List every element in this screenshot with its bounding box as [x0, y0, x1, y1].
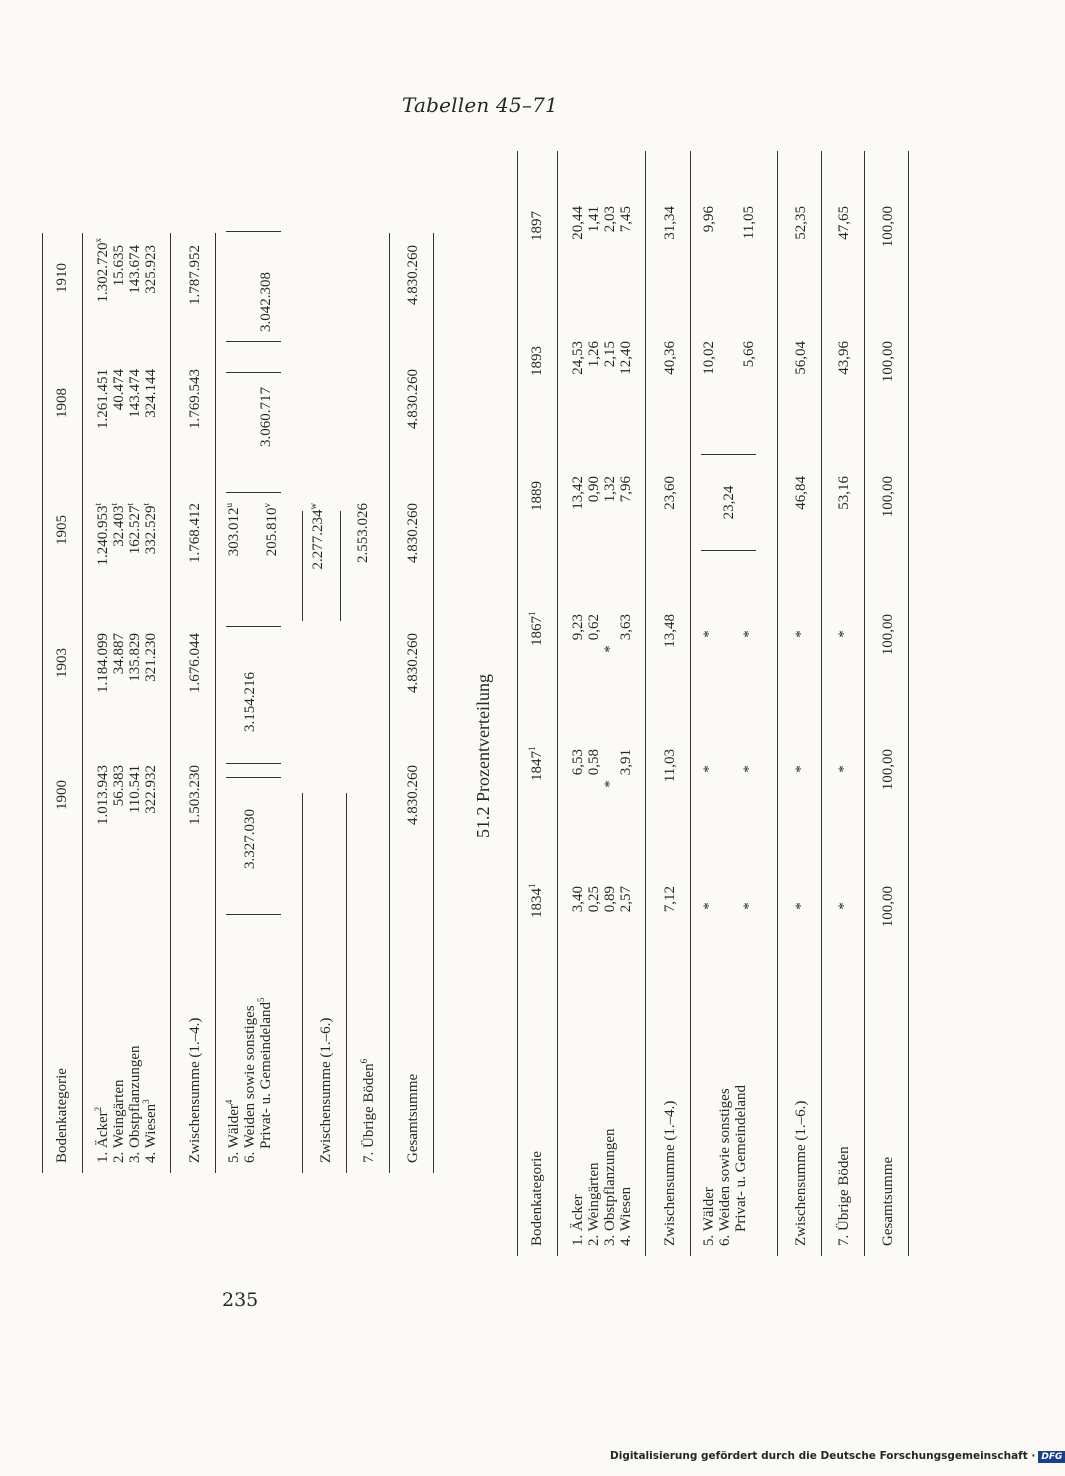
column-header-1905: 1905 — [54, 515, 70, 545]
row-label-weingaerten: 2. Weingärten — [586, 1162, 602, 1246]
cell-1910-aecker: 1.302.720$^x$ — [93, 238, 111, 303]
table2-bottom-rule — [908, 151, 909, 1256]
row-label-uebrige-boeden: 7. Übrige Böden$^6$ — [359, 1058, 377, 1163]
column-header-1910: 1910 — [54, 263, 70, 293]
column-header-1908: 1908 — [54, 388, 70, 418]
cell-1893-uebrige: 43,96 — [836, 341, 852, 375]
row-label-wiesen: 4. Wiesen$^3$ — [141, 1099, 159, 1163]
row-label-waelder: 5. Wälder$^4$ — [224, 1099, 242, 1163]
table-percentage-distribution — [473, 148, 955, 1256]
cell-1889-wiesen: 7,96 — [618, 476, 634, 503]
table-bottom-rule — [433, 233, 434, 1173]
cell-1847-aecker: 6,53 — [570, 749, 586, 776]
cell-1834-obst: 0,89 — [602, 886, 618, 913]
cell-1908-waelder-weiden: 3.060.717 — [258, 387, 274, 447]
cell-1834-wiesen: 2,57 — [618, 886, 634, 913]
rule-1905-after-zs16 — [340, 511, 341, 621]
row-label-zwischensumme-1-6: Zwischensumme (1.–6.) — [318, 1017, 334, 1163]
cell-1897-waelder: 9,96 — [701, 206, 717, 233]
cell-1905-zs14: 1.768.412 — [187, 503, 203, 563]
row-label-weiden: 6. Weiden sowie sonstiges — [717, 1088, 733, 1246]
header-rule — [82, 233, 83, 1173]
cell-1900-obst: 110.541 — [127, 765, 143, 814]
cell-1867-obst: * — [602, 645, 618, 653]
cell-1905-zs16: 2.277.234$^w$ — [308, 503, 326, 570]
column-header-1834: 1834$^1$ — [527, 883, 545, 918]
row-label-waelder: 5. Wälder — [701, 1187, 717, 1246]
table2-rule-before-zs16 — [777, 151, 778, 1256]
cell-1834-gesamt: 100,00 — [880, 886, 896, 928]
table2-header-rule — [557, 151, 558, 1256]
cell-1897-weingaerten: 1,41 — [586, 206, 602, 233]
row-label-zwischensumme-1-6: Zwischensumme (1.–6.) — [793, 1100, 809, 1246]
cell-1897-wiesen: 7,45 — [618, 206, 634, 233]
column-header-1867: 1867$^1$ — [527, 611, 545, 646]
row-label-aecker: 1. Äcker — [570, 1194, 586, 1246]
dfg-logo: DFG — [1038, 1451, 1065, 1463]
cell-1908-weingaerten: 40.474 — [111, 369, 127, 411]
row-label-wiesen: 4. Wiesen — [618, 1186, 634, 1246]
page-header-reference: Tabellen 45–71 — [402, 93, 558, 117]
cell-1900-weingaerten: 56.383 — [111, 765, 127, 807]
row-label-zwischensumme-1-4: Zwischensumme (1.–4.) — [187, 1017, 203, 1163]
cell-1897-gesamt: 100,00 — [880, 206, 896, 248]
cell-1910-zs14: 1.787.952 — [187, 245, 203, 305]
cell-1834-zs14: 7,12 — [662, 886, 678, 913]
cell-1867-weiden: * — [741, 630, 757, 638]
rule-before-gesamtsumme — [389, 233, 390, 1173]
cell-1834-weiden: * — [741, 902, 757, 910]
column-header-1893: 1893 — [529, 346, 545, 376]
cell-1893-zs14: 40,36 — [662, 341, 678, 375]
cell-1834-uebrige: * — [836, 902, 852, 910]
cell-1893-weiden: 5,66 — [741, 341, 757, 368]
cell-1893-zs16: 56,04 — [793, 341, 809, 375]
cell-1889-zs16: 46,84 — [793, 476, 809, 510]
cell-1889-uebrige: 53,16 — [836, 476, 852, 510]
table2-rule-after-rows-1-4 — [645, 151, 646, 1256]
cell-1889-zs14: 23,60 — [662, 476, 678, 510]
cell-1910-gesamt: 4.830.260 — [405, 245, 421, 305]
row-label-gesamtsumme: Gesamtsumme — [405, 1073, 421, 1163]
cell-1893-gesamt: 100,00 — [880, 341, 896, 383]
cell-1867-uebrige: * — [836, 630, 852, 638]
cell-1905-uebrige: 2.553.026 — [355, 503, 371, 563]
row-label-obstpflanzungen: 3. Obstpflanzungen — [127, 1045, 143, 1163]
cell-1867-aecker: 9,23 — [570, 614, 586, 641]
row-label-aecker: 1. Äcker$^2$ — [93, 1106, 111, 1163]
cell-1900-gesamt: 4.830.260 — [405, 765, 421, 825]
cell-1889-aecker: 13,42 — [570, 476, 586, 510]
row-label-zwischensumme-1-4: Zwischensumme (1.–4.) — [662, 1100, 678, 1246]
cell-1908-aecker: 1.261.451 — [95, 369, 111, 429]
cell-1867-gesamt: 100,00 — [880, 614, 896, 656]
cell-1908-zs14: 1.769.543 — [187, 369, 203, 429]
cell-1867-weingaerten: 0,62 — [586, 614, 602, 641]
column-header-1847: 1847$^1$ — [527, 746, 545, 781]
cell-1905-gesamt: 4.830.260 — [405, 503, 421, 563]
row-label-weiden: 6. Weiden sowie sonstiges — [242, 1005, 258, 1163]
cell-1905-weingaerten: 32.403$^t$ — [109, 503, 127, 547]
cell-1893-waelder: 10,02 — [701, 341, 717, 375]
cell-1910-waelder-weiden: 3.042.308 — [258, 272, 274, 332]
cell-1903-gesamt: 4.830.260 — [405, 633, 421, 693]
row-label-obstpflanzungen: 3. Obstpflanzungen — [602, 1128, 618, 1246]
table-top-rule — [42, 233, 43, 1173]
cell-1867-waelder: * — [701, 630, 717, 638]
cell-1903-waelder-weiden: 3.154.216 — [242, 672, 258, 732]
cell-1897-weiden: 11,05 — [741, 206, 757, 240]
cell-1847-zs16: * — [793, 765, 809, 773]
table-absolute-values — [40, 228, 470, 1173]
cell-1847-zs14: 11,03 — [662, 749, 678, 783]
cell-1834-zs16: * — [793, 902, 809, 910]
cell-1910-weingaerten: 15.635 — [111, 245, 127, 287]
rule-before-zs16 — [302, 793, 303, 1173]
cell-1847-weiden: * — [741, 765, 757, 773]
cell-1847-wiesen: 3,91 — [618, 749, 634, 776]
cell-1893-obst: 2,15 — [602, 341, 618, 368]
cell-1910-obst: 143.674 — [127, 245, 143, 294]
rule-after-rows-1-4 — [170, 233, 171, 1173]
column-header-category: Bodenkategorie — [529, 1151, 545, 1246]
table-title: 51.2 Prozentverteilung — [473, 674, 493, 838]
table2-top-rule — [517, 151, 518, 1256]
cell-1893-aecker: 24,53 — [570, 341, 586, 375]
cell-1867-zs16: * — [793, 630, 809, 638]
digitization-credit: Digitalisierung gefördert durch die Deutsche Forschungsgemeinschaft · DFG — [610, 1450, 1065, 1463]
cell-1905-waelder: 303.012$^u$ — [224, 503, 242, 557]
cell-1893-weingaerten: 1,26 — [586, 341, 602, 368]
cell-1897-aecker: 20,44 — [570, 206, 586, 240]
cell-1905-obst: 162.527$^t$ — [125, 503, 143, 555]
cell-1903-zs14: 1.676.044 — [187, 633, 203, 693]
cell-1910-wiesen: 325.923 — [143, 245, 159, 294]
page-number: 235 — [222, 1289, 259, 1311]
table2-rule-after-zs14 — [690, 151, 691, 1256]
cell-1897-zs16: 52,35 — [793, 206, 809, 240]
cell-1834-aecker: 3,40 — [570, 886, 586, 913]
cell-1847-obst: * — [602, 780, 618, 788]
cell-1867-wiesen: 3,63 — [618, 614, 634, 641]
cell-1908-gesamt: 4.830.260 — [405, 369, 421, 429]
column-header-1889: 1889 — [529, 481, 545, 511]
row-label-uebrige-boeden: 7. Übrige Böden — [836, 1146, 852, 1246]
cell-1900-aecker: 1.013.943 — [95, 765, 111, 825]
cell-1893-wiesen: 12,40 — [618, 341, 634, 375]
table2-rule-before-gesamt — [864, 151, 865, 1256]
row-label-gemeindeland: Privat- u. Gemeindeland — [733, 1084, 749, 1232]
cell-1903-wiesen: 321.230 — [143, 633, 159, 682]
cell-1900-wiesen: 322.932 — [143, 765, 159, 814]
cell-1897-obst: 2,03 — [602, 206, 618, 233]
cell-1847-uebrige: * — [836, 765, 852, 773]
cell-1905-aecker: 1.240.953$^t$ — [93, 503, 111, 566]
cell-1847-gesamt: 100,00 — [880, 749, 896, 791]
cell-1900-waelder-weiden: 3.327.030 — [242, 809, 258, 869]
cell-1834-weingaerten: 0,25 — [586, 886, 602, 913]
cell-1900-zs14: 1.503.230 — [187, 765, 203, 825]
column-header-category: Bodenkategorie — [54, 1068, 70, 1163]
column-header-1900: 1900 — [54, 780, 70, 810]
rule-after-zs14 — [215, 233, 216, 1173]
cell-1834-waelder: * — [701, 902, 717, 910]
cell-1847-waelder: * — [701, 765, 717, 773]
rule-after-zs16 — [346, 793, 347, 1173]
cell-1905-weiden: 205.810$^v$ — [262, 503, 280, 557]
cell-1908-wiesen: 324.144 — [143, 369, 159, 418]
column-header-1897: 1897 — [529, 211, 545, 241]
cell-1897-uebrige: 47,65 — [836, 206, 852, 240]
cell-1889-waelder-weiden: 23,24 — [721, 485, 737, 520]
cell-1908-obst: 143.474 — [127, 369, 143, 418]
cell-1903-obst: 135.829 — [127, 633, 143, 682]
cell-1847-weingaerten: 0,58 — [586, 749, 602, 776]
table2-rule-after-zs16 — [821, 151, 822, 1256]
cell-1903-aecker: 1.184.099 — [95, 633, 111, 693]
row-label-weingaerten: 2. Weingärten — [111, 1079, 127, 1163]
cell-1889-gesamt: 100,00 — [880, 476, 896, 518]
cell-1903-weingaerten: 34.887 — [111, 633, 127, 675]
cell-1889-weingaerten: 0,90 — [586, 476, 602, 503]
rule-1905-before-zs16 — [302, 511, 303, 621]
column-header-1903: 1903 — [54, 648, 70, 678]
cell-1867-zs14: 13,48 — [662, 614, 678, 648]
row-label-gemeindeland: Privat- u. Gemeindeland$^5$ — [256, 997, 274, 1149]
row-label-gesamtsumme: Gesamtsumme — [880, 1156, 896, 1246]
cell-1889-obst: 1,32 — [602, 476, 618, 503]
cell-1905-wiesen: 332.529$^t$ — [141, 503, 159, 555]
cell-1897-zs14: 31,34 — [662, 206, 678, 240]
